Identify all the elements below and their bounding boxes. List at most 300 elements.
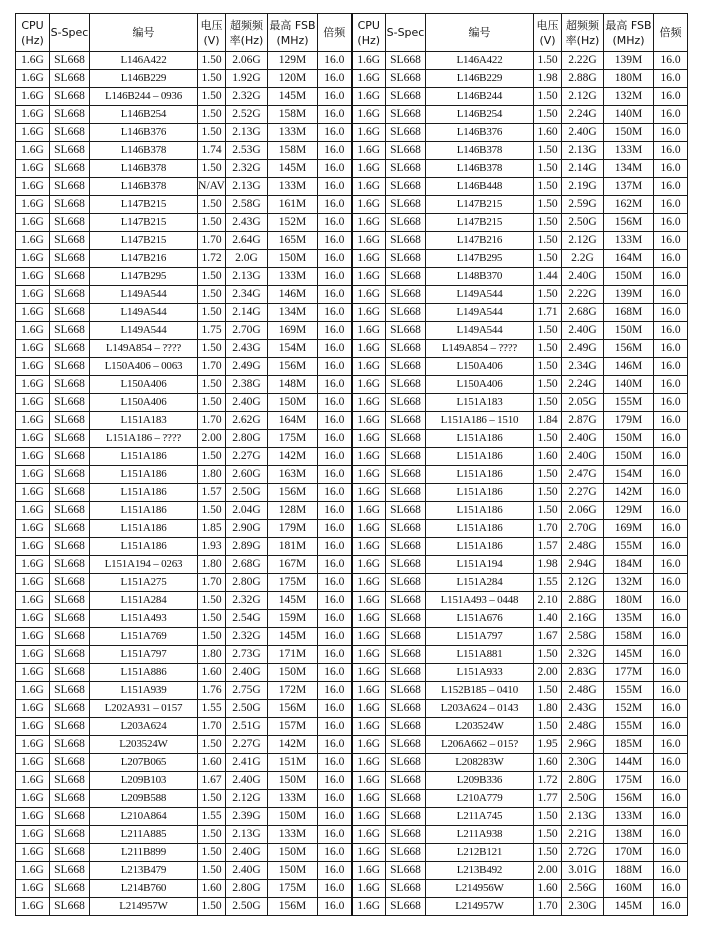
right-max-fsb-cell: 150M bbox=[604, 430, 654, 448]
left-max-fsb-cell: 146M bbox=[268, 286, 318, 304]
left-sspec-cell: SL668 bbox=[50, 358, 90, 376]
left-max-fsb-cell: 165M bbox=[268, 232, 318, 250]
left-overclock-freq-cell: 2.80G bbox=[226, 574, 268, 592]
right-max-fsb-cell: 155M bbox=[604, 682, 654, 700]
right-overclock-freq-cell: 2.59G bbox=[562, 196, 604, 214]
right-voltage-cell: 1.50 bbox=[534, 358, 562, 376]
right-cpu-cell: 1.6G bbox=[352, 664, 386, 682]
left-overclock-freq-cell: 2.73G bbox=[226, 646, 268, 664]
right-code-cell: L146B244 bbox=[426, 88, 534, 106]
left-multiplier-cell: 16.0 bbox=[318, 646, 352, 664]
left-cpu-cell: 1.6G bbox=[16, 592, 50, 610]
left-multiplier-cell: 16.0 bbox=[318, 268, 352, 286]
table-row bbox=[16, 394, 688, 412]
right-max-fsb-cell: 152M bbox=[604, 700, 654, 718]
right-code-cell: L203524W bbox=[426, 718, 534, 736]
left-overclock-freq-cell: 2.68G bbox=[226, 556, 268, 574]
left-voltage-cell: 1.70 bbox=[198, 574, 226, 592]
right-cpu-cell: 1.6G bbox=[352, 340, 386, 358]
left-code-cell: L146B378 bbox=[90, 160, 198, 178]
right-code-cell: L213B492 bbox=[426, 862, 534, 880]
right-multiplier-cell: 16.0 bbox=[654, 646, 688, 664]
left-sspec-cell: SL668 bbox=[50, 430, 90, 448]
table-row bbox=[16, 718, 688, 736]
left-code-cell: L146B229 bbox=[90, 70, 198, 88]
header-overclock-right-line1: 超频频 bbox=[566, 18, 599, 32]
right-overclock-freq-cell: 2.24G bbox=[562, 106, 604, 124]
left-overclock-freq-cell: 2.40G bbox=[226, 664, 268, 682]
left-overclock-freq-cell: 1.92G bbox=[226, 70, 268, 88]
header-cpu-right bbox=[352, 14, 386, 52]
right-code-cell: L150A406 bbox=[426, 376, 534, 394]
right-overclock-freq-cell: 2.22G bbox=[562, 52, 604, 70]
right-overclock-freq-cell: 2.40G bbox=[562, 430, 604, 448]
right-multiplier-cell: 16.0 bbox=[654, 52, 688, 70]
left-voltage-cell: 1.55 bbox=[198, 700, 226, 718]
left-overclock-freq-cell: 2.40G bbox=[226, 844, 268, 862]
left-sspec-cell: SL668 bbox=[50, 88, 90, 106]
table-row bbox=[16, 664, 688, 682]
left-max-fsb-cell: 171M bbox=[268, 646, 318, 664]
left-overclock-freq-cell: 2.41G bbox=[226, 754, 268, 772]
left-sspec-cell: SL668 bbox=[50, 322, 90, 340]
right-code-cell: L206A662 – 015? bbox=[426, 736, 534, 754]
left-overclock-freq-cell: 2.49G bbox=[226, 358, 268, 376]
header-cpu bbox=[16, 14, 50, 52]
right-cpu-cell: 1.6G bbox=[352, 862, 386, 880]
right-max-fsb-cell: 145M bbox=[604, 646, 654, 664]
left-code-cell: L151A186 bbox=[90, 484, 198, 502]
left-multiplier-cell: 16.0 bbox=[318, 412, 352, 430]
left-voltage-cell: 1.60 bbox=[198, 754, 226, 772]
table-row bbox=[16, 862, 688, 880]
right-cpu-cell: 1.6G bbox=[352, 358, 386, 376]
left-overclock-freq-cell: 2.89G bbox=[226, 538, 268, 556]
right-overclock-freq-cell: 2.06G bbox=[562, 502, 604, 520]
right-multiplier-cell: 16.0 bbox=[654, 322, 688, 340]
right-sspec-cell: SL668 bbox=[386, 682, 426, 700]
right-voltage-cell: 2.00 bbox=[534, 862, 562, 880]
left-multiplier-cell: 16.0 bbox=[318, 754, 352, 772]
right-max-fsb-cell: 162M bbox=[604, 196, 654, 214]
right-overclock-freq-cell: 2.87G bbox=[562, 412, 604, 430]
right-overclock-freq-cell: 2.22G bbox=[562, 286, 604, 304]
left-max-fsb-cell: 128M bbox=[268, 502, 318, 520]
right-overclock-freq-cell: 2.83G bbox=[562, 664, 604, 682]
left-sspec-cell: SL668 bbox=[50, 826, 90, 844]
left-cpu-cell: 1.6G bbox=[16, 646, 50, 664]
right-code-cell: L147B215 bbox=[426, 196, 534, 214]
right-voltage-cell: 1.98 bbox=[534, 556, 562, 574]
right-sspec-cell: SL668 bbox=[386, 178, 426, 196]
left-code-cell: L146B376 bbox=[90, 124, 198, 142]
left-voltage-cell: 1.50 bbox=[198, 88, 226, 106]
table-row bbox=[16, 448, 688, 466]
right-overclock-freq-cell: 2.19G bbox=[562, 178, 604, 196]
left-sspec-cell: SL668 bbox=[50, 70, 90, 88]
right-voltage-cell: 1.98 bbox=[534, 70, 562, 88]
left-overclock-freq-cell: 2.04G bbox=[226, 502, 268, 520]
right-max-fsb-cell: 134M bbox=[604, 160, 654, 178]
left-code-cell: L151A797 bbox=[90, 646, 198, 664]
right-sspec-cell: SL668 bbox=[386, 214, 426, 232]
left-overclock-freq-cell: 2.34G bbox=[226, 286, 268, 304]
left-max-fsb-cell: 150M bbox=[268, 394, 318, 412]
spec-table-container bbox=[15, 13, 687, 916]
right-max-fsb-cell: 175M bbox=[604, 772, 654, 790]
right-sspec-cell: SL668 bbox=[386, 70, 426, 88]
left-sspec-cell: SL668 bbox=[50, 790, 90, 808]
left-sspec-cell: SL668 bbox=[50, 538, 90, 556]
right-multiplier-cell: 16.0 bbox=[654, 232, 688, 250]
table-row bbox=[16, 304, 688, 322]
right-code-cell: L146A422 bbox=[426, 52, 534, 70]
right-cpu-cell: 1.6G bbox=[352, 880, 386, 898]
left-code-cell: L151A186 bbox=[90, 448, 198, 466]
table-row bbox=[16, 628, 688, 646]
right-voltage-cell: 1.50 bbox=[534, 484, 562, 502]
left-code-cell: L151A769 bbox=[90, 628, 198, 646]
right-voltage-cell: 1.40 bbox=[534, 610, 562, 628]
right-multiplier-cell: 16.0 bbox=[654, 106, 688, 124]
left-cpu-cell: 1.6G bbox=[16, 610, 50, 628]
left-code-cell: L149A854 – ???? bbox=[90, 340, 198, 358]
right-overclock-freq-cell: 2.24G bbox=[562, 376, 604, 394]
right-max-fsb-cell: 177M bbox=[604, 664, 654, 682]
left-code-cell: L202A931 – 0157 bbox=[90, 700, 198, 718]
left-cpu-cell: 1.6G bbox=[16, 466, 50, 484]
left-max-fsb-cell: 150M bbox=[268, 862, 318, 880]
right-overclock-freq-cell: 2.12G bbox=[562, 574, 604, 592]
right-voltage-cell: 1.50 bbox=[534, 142, 562, 160]
left-sspec-cell: SL668 bbox=[50, 808, 90, 826]
left-multiplier-cell: 16.0 bbox=[318, 700, 352, 718]
right-voltage-cell: 1.60 bbox=[534, 880, 562, 898]
right-sspec-cell: SL668 bbox=[386, 556, 426, 574]
left-multiplier-cell: 16.0 bbox=[318, 196, 352, 214]
right-overclock-freq-cell: 2.94G bbox=[562, 556, 604, 574]
table-row bbox=[16, 772, 688, 790]
left-cpu-cell: 1.6G bbox=[16, 358, 50, 376]
left-voltage-cell: 1.50 bbox=[198, 106, 226, 124]
left-cpu-cell: 1.6G bbox=[16, 88, 50, 106]
left-multiplier-cell: 16.0 bbox=[318, 682, 352, 700]
left-max-fsb-cell: 150M bbox=[268, 664, 318, 682]
table-row bbox=[16, 610, 688, 628]
right-multiplier-cell: 16.0 bbox=[654, 88, 688, 106]
right-voltage-cell: 1.60 bbox=[534, 754, 562, 772]
right-sspec-cell: SL668 bbox=[386, 664, 426, 682]
right-multiplier-cell: 16.0 bbox=[654, 682, 688, 700]
table-row bbox=[16, 754, 688, 772]
left-voltage-cell: 1.50 bbox=[198, 340, 226, 358]
left-overclock-freq-cell: 2.50G bbox=[226, 898, 268, 916]
left-voltage-cell: 1.50 bbox=[198, 394, 226, 412]
left-voltage-cell: 1.50 bbox=[198, 448, 226, 466]
table-row bbox=[16, 844, 688, 862]
left-cpu-cell: 1.6G bbox=[16, 70, 50, 88]
left-max-fsb-cell: 157M bbox=[268, 718, 318, 736]
left-voltage-cell: 1.50 bbox=[198, 502, 226, 520]
right-max-fsb-cell: 155M bbox=[604, 538, 654, 556]
right-voltage-cell: 1.95 bbox=[534, 736, 562, 754]
right-overclock-freq-cell: 2.50G bbox=[562, 214, 604, 232]
left-multiplier-cell: 16.0 bbox=[318, 358, 352, 376]
left-cpu-cell: 1.6G bbox=[16, 52, 50, 70]
left-code-cell: L147B295 bbox=[90, 268, 198, 286]
left-code-cell: L146B254 bbox=[90, 106, 198, 124]
left-code-cell: L209B103 bbox=[90, 772, 198, 790]
left-voltage-cell: 1.57 bbox=[198, 484, 226, 502]
left-cpu-cell: 1.6G bbox=[16, 304, 50, 322]
left-cpu-cell: 1.6G bbox=[16, 574, 50, 592]
left-overclock-freq-cell: 2.80G bbox=[226, 880, 268, 898]
left-sspec-cell: SL668 bbox=[50, 160, 90, 178]
right-overclock-freq-cell: 2.40G bbox=[562, 322, 604, 340]
right-code-cell: L151A186 bbox=[426, 448, 534, 466]
right-cpu-cell: 1.6G bbox=[352, 808, 386, 826]
right-max-fsb-cell: 142M bbox=[604, 484, 654, 502]
left-overclock-freq-cell: 2.50G bbox=[226, 484, 268, 502]
left-max-fsb-cell: 142M bbox=[268, 448, 318, 466]
left-voltage-cell: 1.80 bbox=[198, 556, 226, 574]
left-sspec-cell: SL668 bbox=[50, 412, 90, 430]
left-multiplier-cell: 16.0 bbox=[318, 142, 352, 160]
left-cpu-cell: 1.6G bbox=[16, 142, 50, 160]
right-code-cell: L151A284 bbox=[426, 574, 534, 592]
left-overclock-freq-cell: 2.54G bbox=[226, 610, 268, 628]
left-max-fsb-cell: 133M bbox=[268, 826, 318, 844]
right-voltage-cell: 1.50 bbox=[534, 196, 562, 214]
right-code-cell: L148B370 bbox=[426, 268, 534, 286]
left-cpu-cell: 1.6G bbox=[16, 394, 50, 412]
left-sspec-cell: SL668 bbox=[50, 736, 90, 754]
left-overclock-freq-cell: 2.40G bbox=[226, 772, 268, 790]
right-multiplier-cell: 16.0 bbox=[654, 754, 688, 772]
right-overclock-freq-cell: 2.40G bbox=[562, 124, 604, 142]
left-voltage-cell: 1.76 bbox=[198, 682, 226, 700]
right-max-fsb-cell: 156M bbox=[604, 340, 654, 358]
right-multiplier-cell: 16.0 bbox=[654, 124, 688, 142]
table-row bbox=[16, 592, 688, 610]
left-overclock-freq-cell: 2.14G bbox=[226, 304, 268, 322]
left-max-fsb-cell: 129M bbox=[268, 52, 318, 70]
left-code-cell: L207B065 bbox=[90, 754, 198, 772]
left-voltage-cell: 1.80 bbox=[198, 646, 226, 664]
right-code-cell: L149A544 bbox=[426, 304, 534, 322]
left-sspec-cell: SL668 bbox=[50, 52, 90, 70]
left-overclock-freq-cell: 2.27G bbox=[226, 448, 268, 466]
left-cpu-cell: 1.6G bbox=[16, 412, 50, 430]
right-max-fsb-cell: 135M bbox=[604, 610, 654, 628]
left-sspec-cell: SL668 bbox=[50, 376, 90, 394]
left-cpu-cell: 1.6G bbox=[16, 196, 50, 214]
left-sspec-cell: SL668 bbox=[50, 484, 90, 502]
left-overclock-freq-cell: 2.32G bbox=[226, 160, 268, 178]
right-voltage-cell: 1.55 bbox=[534, 574, 562, 592]
left-sspec-cell: SL668 bbox=[50, 574, 90, 592]
right-sspec-cell: SL668 bbox=[386, 844, 426, 862]
table-row bbox=[16, 286, 688, 304]
left-max-fsb-cell: 156M bbox=[268, 898, 318, 916]
right-overclock-freq-cell: 2.14G bbox=[562, 160, 604, 178]
left-cpu-cell: 1.6G bbox=[16, 700, 50, 718]
right-sspec-cell: SL668 bbox=[386, 232, 426, 250]
right-max-fsb-cell: 154M bbox=[604, 466, 654, 484]
header-overclock-right bbox=[562, 14, 604, 52]
left-overclock-freq-cell: 2.32G bbox=[226, 592, 268, 610]
left-max-fsb-cell: 145M bbox=[268, 628, 318, 646]
left-code-cell: L151A194 – 0263 bbox=[90, 556, 198, 574]
right-overclock-freq-cell: 2.88G bbox=[562, 592, 604, 610]
right-sspec-cell: SL668 bbox=[386, 790, 426, 808]
left-sspec-cell: SL668 bbox=[50, 520, 90, 538]
left-max-fsb-cell: 172M bbox=[268, 682, 318, 700]
right-cpu-cell: 1.6G bbox=[352, 376, 386, 394]
right-cpu-cell: 1.6G bbox=[352, 160, 386, 178]
header-overclock-line2: 率(Hz) bbox=[229, 33, 264, 47]
left-sspec-cell: SL668 bbox=[50, 556, 90, 574]
left-max-fsb-cell: 134M bbox=[268, 304, 318, 322]
right-overclock-freq-cell: 2.40G bbox=[562, 268, 604, 286]
left-overclock-freq-cell: 2.62G bbox=[226, 412, 268, 430]
right-code-cell: L146B378 bbox=[426, 160, 534, 178]
right-sspec-cell: SL668 bbox=[386, 268, 426, 286]
left-multiplier-cell: 16.0 bbox=[318, 484, 352, 502]
left-overclock-freq-cell: 2.40G bbox=[226, 394, 268, 412]
right-max-fsb-cell: 138M bbox=[604, 826, 654, 844]
left-code-cell: L151A183 bbox=[90, 412, 198, 430]
left-cpu-cell: 1.6G bbox=[16, 628, 50, 646]
left-multiplier-cell: 16.0 bbox=[318, 340, 352, 358]
left-sspec-cell: SL668 bbox=[50, 304, 90, 322]
left-voltage-cell: 1.50 bbox=[198, 268, 226, 286]
right-max-fsb-cell: 150M bbox=[604, 322, 654, 340]
right-cpu-cell: 1.6G bbox=[352, 88, 386, 106]
right-code-cell: L151A676 bbox=[426, 610, 534, 628]
right-voltage-cell: 1.50 bbox=[534, 826, 562, 844]
right-code-cell: L152B185 – 0410 bbox=[426, 682, 534, 700]
right-sspec-cell: SL668 bbox=[386, 862, 426, 880]
left-code-cell: L146B244 – 0936 bbox=[90, 88, 198, 106]
left-max-fsb-cell: 152M bbox=[268, 214, 318, 232]
right-sspec-cell: SL668 bbox=[386, 880, 426, 898]
left-multiplier-cell: 16.0 bbox=[318, 124, 352, 142]
left-cpu-cell: 1.6G bbox=[16, 376, 50, 394]
left-max-fsb-cell: 156M bbox=[268, 700, 318, 718]
table-body bbox=[16, 52, 688, 916]
right-cpu-cell: 1.6G bbox=[352, 214, 386, 232]
right-multiplier-cell: 16.0 bbox=[654, 844, 688, 862]
right-voltage-cell: 1.50 bbox=[534, 502, 562, 520]
table-row bbox=[16, 178, 688, 196]
left-overclock-freq-cell: 2.51G bbox=[226, 718, 268, 736]
right-cpu-cell: 1.6G bbox=[352, 322, 386, 340]
left-max-fsb-cell: 158M bbox=[268, 106, 318, 124]
right-overclock-freq-cell: 2.34G bbox=[562, 358, 604, 376]
right-overclock-freq-cell: 2.32G bbox=[562, 646, 604, 664]
right-sspec-cell: SL668 bbox=[386, 322, 426, 340]
left-multiplier-cell: 16.0 bbox=[318, 70, 352, 88]
left-sspec-cell: SL668 bbox=[50, 664, 90, 682]
right-max-fsb-cell: 150M bbox=[604, 448, 654, 466]
right-sspec-cell: SL668 bbox=[386, 646, 426, 664]
left-max-fsb-cell: 133M bbox=[268, 268, 318, 286]
right-voltage-cell: 1.50 bbox=[534, 286, 562, 304]
right-max-fsb-cell: 132M bbox=[604, 574, 654, 592]
right-cpu-cell: 1.6G bbox=[352, 232, 386, 250]
right-sspec-cell: SL668 bbox=[386, 502, 426, 520]
left-sspec-cell: SL668 bbox=[50, 106, 90, 124]
table-row bbox=[16, 340, 688, 358]
right-max-fsb-cell: 137M bbox=[604, 178, 654, 196]
left-sspec-cell: SL668 bbox=[50, 250, 90, 268]
left-max-fsb-cell: 159M bbox=[268, 610, 318, 628]
left-voltage-cell: 2.00 bbox=[198, 430, 226, 448]
right-cpu-cell: 1.6G bbox=[352, 646, 386, 664]
left-cpu-cell: 1.6G bbox=[16, 268, 50, 286]
right-cpu-cell: 1.6G bbox=[352, 538, 386, 556]
right-sspec-cell: SL668 bbox=[386, 196, 426, 214]
right-multiplier-cell: 16.0 bbox=[654, 448, 688, 466]
right-overclock-freq-cell: 2.2G bbox=[562, 250, 604, 268]
left-voltage-cell: 1.50 bbox=[198, 376, 226, 394]
right-max-fsb-cell: 155M bbox=[604, 718, 654, 736]
header-overclock bbox=[226, 14, 268, 52]
left-voltage-cell: 1.72 bbox=[198, 250, 226, 268]
left-max-fsb-cell: 169M bbox=[268, 322, 318, 340]
left-multiplier-cell: 16.0 bbox=[318, 790, 352, 808]
table-row bbox=[16, 430, 688, 448]
right-cpu-cell: 1.6G bbox=[352, 682, 386, 700]
right-multiplier-cell: 16.0 bbox=[654, 286, 688, 304]
left-multiplier-cell: 16.0 bbox=[318, 232, 352, 250]
right-max-fsb-cell: 140M bbox=[604, 106, 654, 124]
right-multiplier-cell: 16.0 bbox=[654, 808, 688, 826]
header-cpu-right-line2: (Hz) bbox=[357, 33, 381, 47]
right-sspec-cell: SL668 bbox=[386, 808, 426, 826]
right-voltage-cell: 1.44 bbox=[534, 268, 562, 286]
left-voltage-cell: 1.80 bbox=[198, 466, 226, 484]
left-overclock-freq-cell: 2.64G bbox=[226, 232, 268, 250]
right-multiplier-cell: 16.0 bbox=[654, 520, 688, 538]
right-sspec-cell: SL668 bbox=[386, 466, 426, 484]
right-overclock-freq-cell: 2.48G bbox=[562, 538, 604, 556]
left-code-cell: L147B215 bbox=[90, 196, 198, 214]
left-cpu-cell: 1.6G bbox=[16, 754, 50, 772]
left-sspec-cell: SL668 bbox=[50, 124, 90, 142]
left-overclock-freq-cell: 2.43G bbox=[226, 340, 268, 358]
header-cpu-line1: CPU bbox=[21, 18, 44, 32]
right-code-cell: L146B254 bbox=[426, 106, 534, 124]
right-code-cell: L151A186 bbox=[426, 520, 534, 538]
right-code-cell: L214956W bbox=[426, 880, 534, 898]
right-overclock-freq-cell: 2.68G bbox=[562, 304, 604, 322]
right-sspec-cell: SL668 bbox=[386, 700, 426, 718]
left-max-fsb-cell: 150M bbox=[268, 772, 318, 790]
right-max-fsb-cell: 140M bbox=[604, 376, 654, 394]
right-overclock-freq-cell: 2.30G bbox=[562, 754, 604, 772]
table-row bbox=[16, 196, 688, 214]
right-overclock-freq-cell: 2.12G bbox=[562, 232, 604, 250]
right-code-cell: L147B215 bbox=[426, 214, 534, 232]
left-code-cell: L151A186 bbox=[90, 520, 198, 538]
left-cpu-cell: 1.6G bbox=[16, 286, 50, 304]
right-voltage-cell: 1.50 bbox=[534, 466, 562, 484]
left-sspec-cell: SL668 bbox=[50, 448, 90, 466]
right-code-cell: L151A797 bbox=[426, 628, 534, 646]
right-multiplier-cell: 16.0 bbox=[654, 70, 688, 88]
